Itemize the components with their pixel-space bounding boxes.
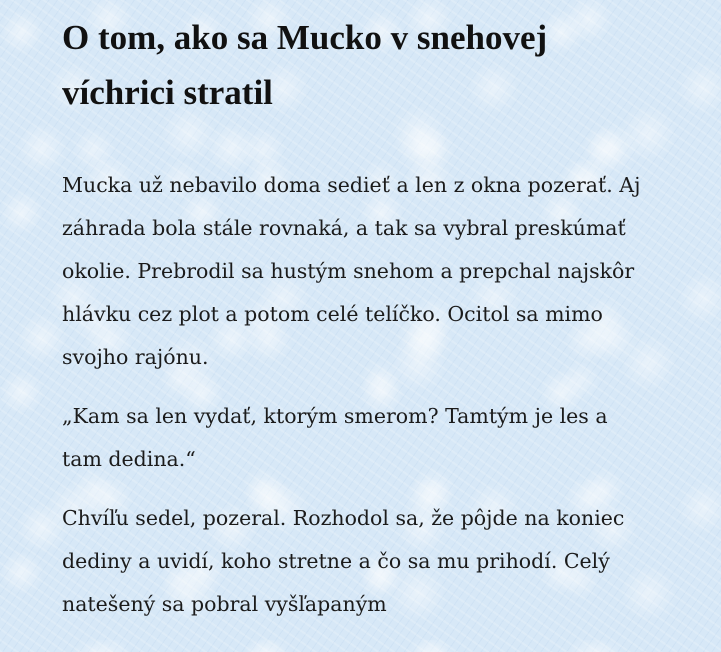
story-paragraph-2: „Kam sa len vydať, ktorým smerom? Tamtým je les a tam dedina.“	[62, 404, 608, 471]
story-paragraph-3: Chvíľu sedel, pozeral. Rozhodol sa, že pôjde na koniec dediny a uvidí, koho stretne a čo sa mu prihodí. Celý natešený sa pobral vyšľapaným	[62, 506, 625, 616]
story-title: O tom, ako sa Mucko v snehovej víchrici stratil	[62, 18, 548, 112]
story-paragraph-1: Mucka už nebavilo doma sedieť a len z okna pozerať. Aj záhrada bola stále rovnaká, a tak sa vybral preskúmať okolie. Prebrodil sa hustým snehom a prepchal najskôr hlávku cez plot a potom celé telíčko. Ocitol sa mimo svojho rajónu.	[62, 173, 641, 369]
